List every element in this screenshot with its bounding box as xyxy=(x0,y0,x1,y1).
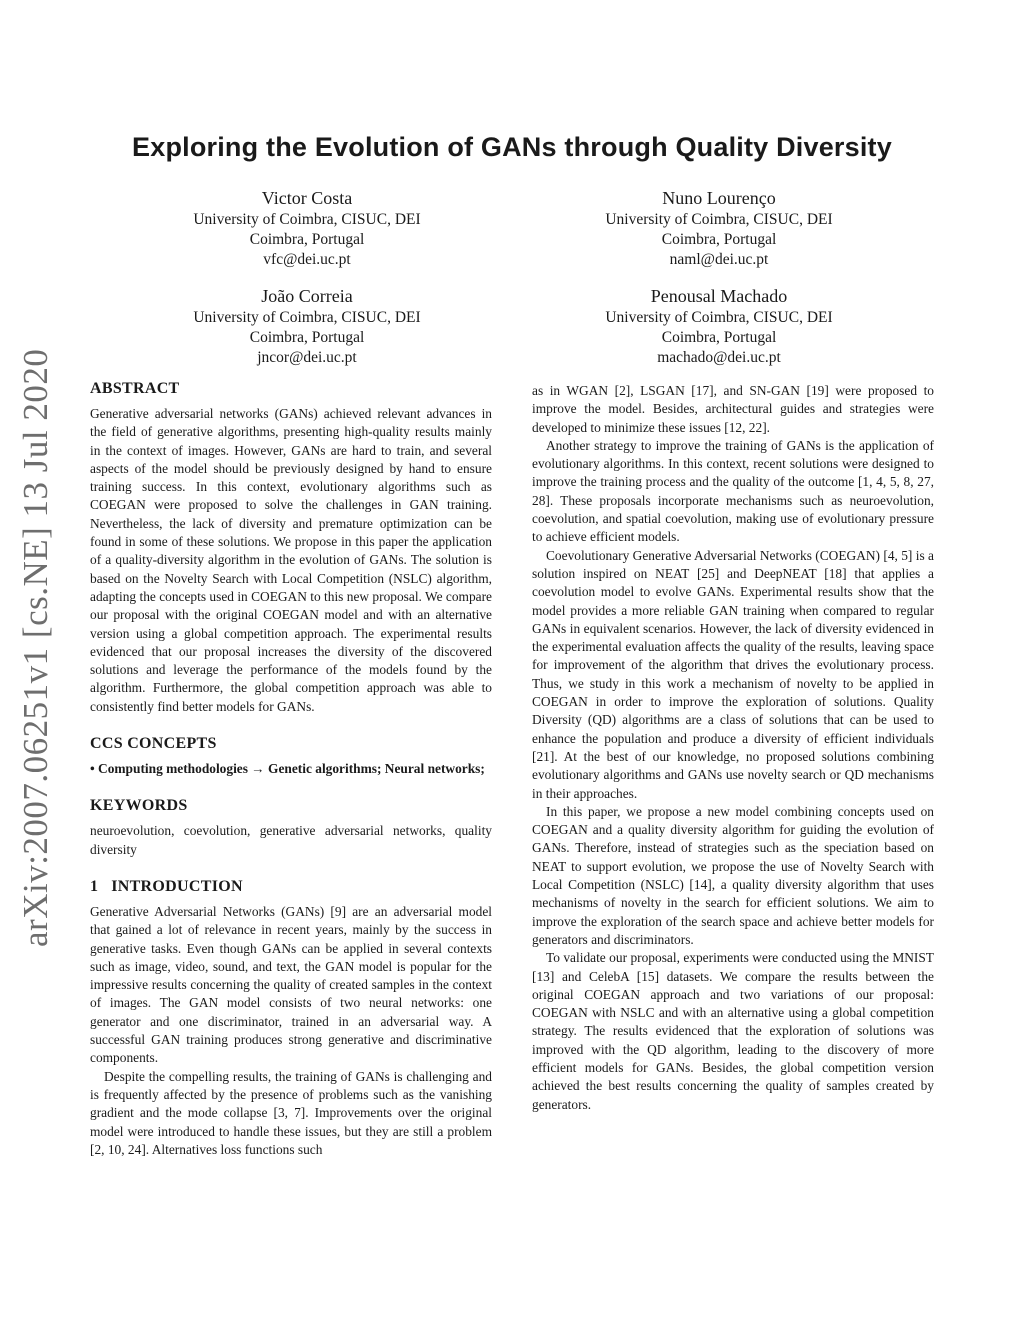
author-location: Coimbra, Portugal xyxy=(661,231,777,248)
intro-paragraph: Generative Adversarial Networks (GANs) [9] are an adversarial model that gained a lot of relevance in recent years, mainly by the success in generative tasks. Even though GANs can be applied in several contexts such as image, video, sound, and text, the GAN model is popular for the impressive results concerning the quality of created samples in the context of images. The GAN model consists of two neural networks: one generator and one discriminator, trained in an adversarial way. A successful GAN training produces strong generative and discriminative components. xyxy=(90,903,492,1066)
author-name: João Correia xyxy=(261,286,353,306)
author-name: Victor Costa xyxy=(261,188,353,208)
intro-paragraph: Coevolutionary Generative Adversarial Networks (COEGAN) [4, 5] is a solution inspired on NEAT [25] and DeepNEAT [18] that applies a coevolution model to evolve GANs. Experimental results show that the model provides a more reliable GAN training when compared to regular GANs in equivalent scenarios. However, the lack of diversity evidenced in the experimental evaluation affects the quality of the results, leaving space for improvement of the algorithm that drives the evolutionary process. Thus, we study in this work a mechanism of novelty to be applied in COEGAN in order to improve the exploration of solutions. Quality Diversity (QD) algorithms are a class of solutions that can be used to enhance the population and produce a diversity of efficient individuals [21]. At the best of our knowledge, no proposed solutions combining evolutionary algorithms and GANs use novelty search or QD mechanisms in their approaches. xyxy=(532,547,934,801)
author-email: jncor@dei.uc.pt xyxy=(257,349,357,366)
intro-paragraph: Another strategy to improve the training of GANs is the application of evolutionary algorithms. In this context, recent solutions were designed to improve the training process and the quality of the outcome [1, 4, 5, 8, 27, 28]. These proposals incorporate mechanisms such as neuroevolution, coevolution, and spatial coevolution, making use of evolutionary pressure to achieve efficient models. xyxy=(532,437,934,545)
ccs-text: • Computing methodologies → Genetic algorithms; Neural networks; xyxy=(90,761,485,777)
author-name: Penousal Machado xyxy=(650,286,788,306)
author-email: machado@dei.uc.pt xyxy=(657,349,781,366)
keywords-heading: KEYWORDS xyxy=(90,797,188,815)
intro-heading: 1 INTRODUCTION xyxy=(90,877,243,895)
author-affiliation: University of Coimbra, CISUC, DEI xyxy=(605,211,833,228)
intro-paragraph: To validate our proposal, experiments were conducted using the MNIST [13] and CelebA [15] datasets. We compare the results between the original COEGAN approach and two variations of our proposal: COEGAN with NSLC and with an alternative using a global competition strategy. The results evidenced that the exploration of solutions was improved with the QD algorithm, leading to the discovery of more efficient models for GANs. Besides, the global competition version achieved the best results concerning the quality of samples created by generators. xyxy=(532,950,934,1112)
author-name: Nuno Lourenço xyxy=(662,188,776,208)
author-email: naml@dei.uc.pt xyxy=(669,251,769,268)
left-column xyxy=(90,379,492,1159)
author-block xyxy=(142,186,472,270)
author-location: Coimbra, Portugal xyxy=(249,231,365,248)
author-block xyxy=(554,186,884,270)
intro-paragraph: In this paper, we propose a new model combining concepts used on COEGAN and a quality diversity algorithm for guiding the evolution of GANs. Therefore, instead of strategies such as the speciation based on NEAT to support evolution, we propose the use of Novelty Search with Local Competition (NSLC) [14], a quality diversity algorithm that uses mechanisms of novelty in the search for efficient solutions. We aim to improve the exploration of the search space and achieve better models for generators and discriminators. xyxy=(532,803,934,947)
author-location: Coimbra, Portugal xyxy=(249,329,365,346)
ccs-heading: CCS CONCEPTS xyxy=(90,735,217,753)
author-affiliation: University of Coimbra, CISUC, DEI xyxy=(193,211,421,228)
author-affiliation: University of Coimbra, CISUC, DEI xyxy=(605,309,833,326)
author-block xyxy=(554,284,884,368)
intro-paragraph: as in WGAN [2], LSGAN [17], and SN-GAN [19] were proposed to improve the model. Besides, architectural guides and strategies were developed to minimize these issues [12, 22]. xyxy=(532,383,934,435)
right-column xyxy=(532,382,934,1114)
paper-title: Exploring the Evolution of GANs through Quality Diversity xyxy=(132,132,892,162)
abstract-text: Generative adversarial networks (GANs) achieved relevant advances in the field of generative algorithms, presenting high-quality results mainly in the context of images. However, GANs are hard to train, and several aspects of the model should be previously designed by hand to ensure training success. In this context, evolutionary algorithms such as COEGAN were proposed to solve the challenges in GAN training. Nevertheless, the lack of diversity and premature optimization can be found in some of these solutions. We propose in this paper the application of a quality-diversity algorithm in the evolution of GANs. The solution is based on the Novelty Search with Local Competition (NSLC) algorithm, adapting the concepts used in COEGAN to this new proposal. We compare our proposal with the original COEGAN model and with an alternative version using a global competition approach. The experimental results evidenced that our proposal increases the diversity of the discovered solutions and leverage the performance of the models found by the algorithm. Furthermore, the global competition approach was able to consistently find better models for GANs. xyxy=(90,406,492,714)
keywords-text: neuroevolution, coevolution, generative adversarial networks, quality diversity xyxy=(90,823,492,857)
intro-paragraph: Despite the compelling results, the training of GANs is challenging and is frequently affected by the presence of problems such as the vanishing gradient and the mode collapse [3, 7]. Improvements over the original model were introduced to handle these issues, but they are still a problem [2, 10, 24]. Alternatives loss functions such xyxy=(90,1068,492,1157)
author-location: Coimbra, Portugal xyxy=(661,329,777,346)
author-affiliation: University of Coimbra, CISUC, DEI xyxy=(193,309,421,326)
author-block xyxy=(142,284,472,368)
arxiv-stamp: arXiv:2007.06251v1 [cs.NE] 13 Jul 2020 xyxy=(16,348,55,947)
author-email: vfc@dei.uc.pt xyxy=(263,251,351,268)
abstract-heading: ABSTRACT xyxy=(90,380,180,397)
